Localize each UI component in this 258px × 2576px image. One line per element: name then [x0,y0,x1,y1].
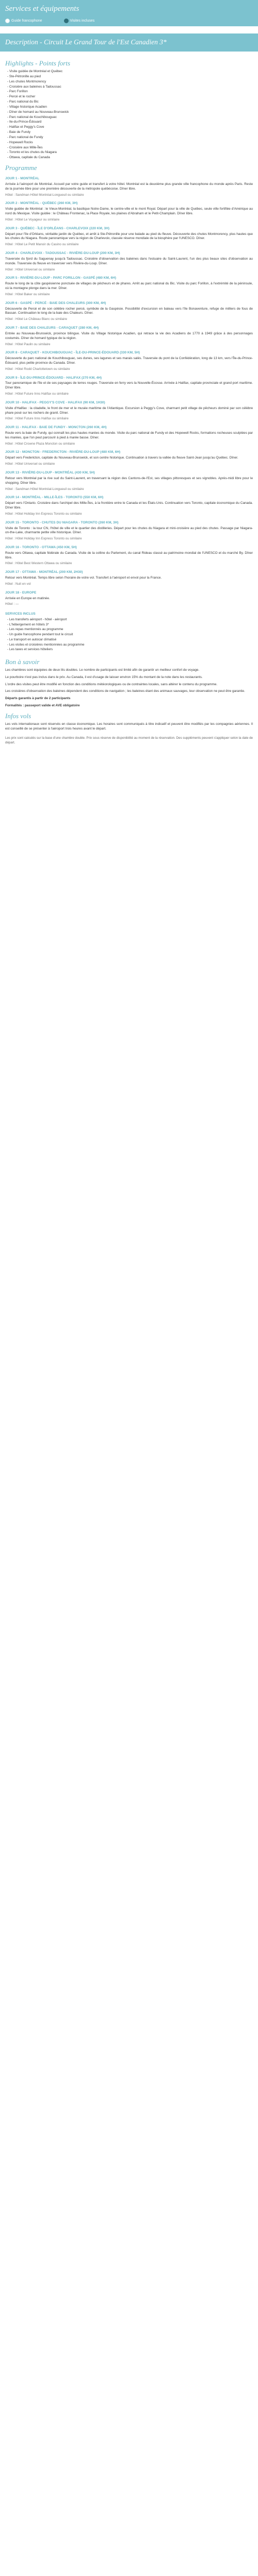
highlight-item: - Parc national de Kouchibouguac [7,115,253,120]
day-text: Départ vers Fredericton, capitale du Nouveau-Brunswick, et son centre historique. Continuation à travers la vallée du fleuve Saint-Jean jusqu'au Québec. Dîner. [5,456,238,460]
day-title: JOUR 2 - MONTRÉAL - QUÉBEC (260 KM, 3H) [5,201,78,206]
day-block [5,326,253,347]
day-title: JOUR 18 - EUROPE [5,590,37,595]
included-item: - Les taxes et services hôteliers [7,648,253,652]
highlight-item: - Baie de Fundy [7,130,253,135]
day-hotel: Hôtel : Hôtel Holiday Inn Express Toronto ou similaire [5,512,253,517]
day-title: JOUR 11 - HALIFAX - BAIE DE FUNDY - MONCTON (260 KM, 4H) [5,426,107,430]
description-title: Description - Circuit Le Grand Tour de l'Est Canadien 3* [5,38,167,46]
day-hotel: Hôtel : Sandman Hôtel Montréal-Longueuil ou similaire [5,193,253,198]
info-bold-line: Formalités : passeport valide et AVE obligatoire [5,704,80,707]
day-block [5,301,253,322]
description-banner [0,33,258,52]
day-hotel: Hôtel : Sandman Hôtel Montréal-Longueuil ou similaire [5,487,253,492]
page [0,0,258,763]
day-hotel: Hôtel : Hôtel Paulin ou similaire [5,343,253,347]
highlight-item: - Les chutes Montmorency [7,80,253,84]
highlight-item: - Croisière aux Mille-Îles [7,146,253,150]
included-item: - Les repas mentionnés au programme [7,628,253,632]
highlight-item: - Croisière aux baleines à Tadoussac [7,85,253,90]
highlight-item: - Parc national du Bic [7,100,253,105]
day-title: JOUR 16 - TORONTO - OTTAWA (450 KM, 5H) [5,545,77,549]
highlight-item: - Halifax et Peggy's Cove [7,125,253,130]
footer-spacer [5,753,253,763]
highlight-item: - Village historique Acadien [7,105,253,110]
highlight-item: - Percé et le rocher [7,95,253,99]
day-block [5,546,253,566]
highlights-title: Highlights - Points forts [5,59,71,67]
notes-title: Infos vols [5,711,31,720]
visits-icon [64,19,69,23]
day-text: Retour vers Montréal par la rive sud du Saint-Laurent, en traversant la région des Cantons-de-l'Est, ses villages pittoresques et ses vignobles. Après-midi libre pour le shopping. Dîner libre. [5,476,253,485]
day-title: JOUR 15 - TORONTO - CHUTES DU NIAGARA - TORONTO (260 KM, 3H) [5,520,119,524]
day-block [5,201,253,222]
day-hotel: Hôtel : Hôtel Future Inns Halifax ou similaire [5,417,253,421]
day-title: JOUR 3 - QUÉBEC - ÎLE D'ORLÉANS - CHARLEVOIX (220 KM, 3H) [5,226,109,230]
day-block [5,376,253,397]
day-hotel: Hôtel : — [5,602,253,607]
day-text: Retour vers Montréal. Temps libre selon l'horaire de votre vol. Transfert à l'aéroport et envol pour la France. [5,576,162,580]
day-hotel: Hôtel : Hôtel Universel ou similaire [5,268,253,273]
day-title: JOUR 1 - MONTRÉAL [5,177,40,180]
guide-icon [5,19,10,23]
day-text: Route vers Ottawa, capitale fédérale du Canada. Visite de la colline du Parlement, du canal Rideau classé au patrimoine mondial de l'UNESCO et du marché By. Dîner libre. [5,551,253,560]
info-bold-line: Départs garantis à partir de 2 participants [5,697,71,701]
day-block [5,521,253,541]
day-block [5,276,253,297]
day-hotel: Hôtel : Nuit en vol [5,582,253,587]
day-block [5,227,253,247]
day-text: Visite guidée de Montréal : le Vieux-Montréal, la basilique Notre-Dame, le centre-ville et le mont Royal. Départ pour la ville de Québec, seule ville fortifiée d'Amérique au nord du Mexique. Visite guidée : le Château Frontenac, la Place Royale, les plaines d'Abraham et le Petit-Champlain. Dîner libre. [5,207,253,216]
programme-title: Programme [5,164,37,172]
highlight-item: - Ile-du-Prince-Édouard [7,120,253,125]
included-item: - Un guide francophone pendant tout le circuit [7,633,253,637]
highlight-item: - Dîner de homard au Nouveau-Brunswick [7,110,253,115]
highlight-item: - Visite guidée de Montréal et Québec [7,70,253,74]
services-row [5,14,253,26]
day-text: Découverte du parc national de Kouchibouguac, ses dunes, ses lagunes et ses marais salés. Traversée du pont de la Confédération, long de 13 km, vers l'Île-du-Prince-Édouard, plus petite province du Canada. Dîner. [5,357,253,365]
day-text: Arrivée en Europe en matinée. [5,596,50,600]
day-text: Arrivée à l'aéroport de Montréal. Accueil par votre guide et transfert à votre hôtel. Montréal est la deuxième plus grande ville francophone du monde après Paris. Reste de la journée libre pour une première découverte de la métropole québécoise. Dîner libre. [5,182,253,191]
day-block [5,426,253,446]
infos-title: Bon à savoir [5,657,40,666]
included-item: - Le transport en autocar climatisé [7,638,253,642]
highlight-item: - Hopewell Rocks [7,141,253,145]
day-hotel: Hôtel : Hôtel Rodd Charlottetown ou similaire [5,367,253,372]
guide-label: Guide francophone [11,19,42,23]
day-hotel: Hôtel : Hôtel Baker ou similaire [5,293,253,297]
info-paragraph: Le pourboire n'est pas inclus dans le prix. Au Canada, il est d'usage de laisser environ 15% du montant de la note dans les restaurants. [5,675,203,679]
day-block [5,570,253,586]
day-title: JOUR 6 - GASPÉ - PERCÉ - BAIE DES CHALEURS (300 KM, 4H) [5,301,106,305]
day-text: Route vers la baie de Fundy, qui connaît les plus hautes marées du monde. Visite du parc national de Fundy et des Hopewell Rocks, formations rocheuses sculptées par les marées, que l'on peut parcourir à pied à marée basse. Dîner. [5,431,253,439]
day-title: JOUR 14 - MONTRÉAL - MILLE-ÎLES - TORONTO (550 KM, 6H) [5,496,104,500]
day-text: Traversée du fjord du Saguenay jusqu'à Tadoussac. Croisière d'observation des baleines dans l'estuaire du Saint-Laurent, l'un des plus beaux sites d'observation au monde. Traversée du fleuve en traversier vers Rivière-du-Loup. Dîner. [5,257,253,265]
day-hotel: Hôtel : Hôtel Future Inns Halifax ou similaire [5,392,253,397]
included-item: - L'hébergement en hôtels 3* [7,623,253,628]
info-paragraph: L'ordre des visites peut être modifié en fonction des conditions météorologiques ou de contraintes locales, sans altérer le contenu du programme. [5,682,218,686]
day-text: Visite d'Halifax : la citadelle, le front de mer et le musée maritime de l'Atlantique. Excursion à Peggy's Cove, charmant petit village de pêcheurs dominé par son célèbre phare posé sur les rochers de granit. Dîner. [5,406,253,415]
included-item: - Les visites et croisières mentionnées au programme [7,643,253,648]
services-title: Services et équipements [5,5,79,13]
day-hotel: Hôtel : Hôtel Crowne Plaza Moncton ou similaire [5,442,253,447]
day-block [5,251,253,272]
infos-section [5,657,253,708]
day-title: JOUR 13 - RIVIÈRE-DU-LOUP - MONTRÉAL (430 KM, 5H) [5,470,95,474]
day-block [5,471,253,492]
included-title: SERVICES INCLUS [5,612,36,616]
day-hotel: Hôtel : Hôtel Holiday Inn Express Toronto ou similaire [5,537,253,541]
included-list [5,618,253,652]
spacer-band [0,26,258,33]
highlight-item: - Ottawa, capitale du Canada [7,156,253,160]
day-block [5,450,253,466]
highlight-item: - Parc national de Fundy [7,135,253,140]
notes-text: Les vols internationaux sont réservés en classe économique. Les horaires sont communiqués à titre indicatif et peuvent être modifiés par les compagnies aériennes. Il est conseillé de se présenter à l'aéroport trois heures avant le départ. [5,722,253,731]
included-item: - Les transferts aéroport - hôtel - aéroport [7,618,253,622]
day-block [5,177,253,197]
highlights-list [5,70,253,160]
day-hotel: Hôtel : Hôtel Le Voyageur ou similaire [5,218,253,223]
day-text: Tour panoramique de l'île et de ses paysages de terres rouges. Traversée en ferry vers la Nouvelle-Écosse. Arrivée à Halifax, capitale provinciale et grand port maritime. Dîner libre. [5,381,253,390]
visits-label: Visites incluses [70,19,95,23]
day-text: Départ pour l'île d'Orléans, véritable jardin de Québec, et arrêt à Ste-Pétronille pour une balade au pied du fleuve. Découverte des chutes Montmorency, plus hautes que les chutes du Niagara. Route panoramique vers la région de Charlevoix, classée réserve mondiale de la biosphère par l'UNESCO. Dîner. [5,232,253,241]
day-text: Route le long de la côte gaspésienne ponctuée de villages de pêcheurs et de phares. Arrêt au parc national du Bic. Visite du parc Forillon, à l'extrémité de la péninsule, où la montagne plonge dans la mer. Dîner. [5,282,253,291]
day-text: Départ vers l'Ontario. Croisière dans l'archipel des Mille-Îles, à la frontière entre le Canada et les États-Unis. Continuation vers Toronto, capitale économique du Canada. Dîner libre. [5,501,253,510]
day-title: JOUR 17 - OTTAWA - MONTRÉAL (200 KM, 2H30) [5,570,83,574]
day-title: JOUR 7 - BAIE DES CHALEURS - CARAQUET (280 KM, 4H) [5,326,99,330]
info-paragraph: Les chambres sont équipées de deux lits doubles. Le nombre de participants est limité afin de garantir un meilleur confort de voyage. [5,668,200,672]
day-text: Entrée au Nouveau-Brunswick, province bilingue. Visite du Village historique Acadien, qui retrace la vie des Acadiens de 1770 à 1949 grâce à des personnages costumés. Dîner de homard typique de la région. [5,331,253,340]
day-block [5,496,253,516]
day-title: JOUR 8 - CARAQUET - KOUCHIBOUGUAC - ÎLE-DU-PRINCE-ÉDOUARD (330 KM, 5H) [5,351,140,355]
services-header [0,0,258,26]
day-hotel: Hôtel : Hôtel Le Château Blanc ou similaire [5,317,253,322]
day-block [5,351,253,371]
day-title: JOUR 5 - RIVIÈRE-DU-LOUP - PARC FORILLON - GASPÉ (480 KM, 6H) [5,276,117,280]
day-title: JOUR 12 - MONCTON - FREDERICTON - RIVIÈRE-DU-LOUP (480 KM, 6H) [5,450,121,454]
day-block [5,401,253,421]
day-title: JOUR 9 - ÎLE-DU-PRINCE-ÉDOUARD - HALIFAX (270 KM, 4H) [5,376,102,380]
day-hotel: Hôtel : Hôtel Le Petit Manoir du Casino ou similaire [5,243,253,247]
highlight-item: - Parc Forillon [7,90,253,94]
day-text: Découverte de Percé et de son célèbre rocher percé, symbole de la Gaspésie. Possibilité d'excursion en bateau vers l'île Bonaventure, refuge de milliers de fous de Bassan. Continuation le long de la baie des Chaleurs. Dîner. [5,307,253,315]
day-hotel: Hôtel : Hôtel Best Western Ottawa ou similaire [5,562,253,566]
content-body [0,52,258,762]
day-title: JOUR 10 - HALIFAX - PEGGY'S COVE - HALIFAX (90 KM, 1H30) [5,400,105,404]
day-block [5,591,253,607]
day-title: JOUR 4 - CHARLEVOIX - TADOUSSAC - RIVIÈRE-DU-LOUP (200 KM, 3H) [5,251,120,255]
highlight-item: - Toronto et les chutes du Niagara [7,150,253,155]
notes-footnote: Les prix sont calculés sur la base d'une chambre double. Prix sous réserve de disponibilité au moment de la réservation. Des suppléments peuvent s'appliquer selon la date de départ. [5,736,253,744]
day-text: Visite de Toronto : la tour CN, l'hôtel de ville et le quartier des distilleries. Départ pour les chutes du Niagara et mini-croisière au pied des chutes. Passage par Niagara-on-the-Lake, charmante petite ville historique. Dîner. [5,526,253,535]
info-paragraph: Les croisières d'observation des baleines dépendent des conditions de navigation ; les baleines étant des animaux sauvages, leur observation ne peut être garantie. [5,689,245,693]
day-hotel: Hôtel : Hôtel Universel ou similaire [5,462,253,467]
highlight-item: - Ste-Pétronille au pied [7,75,253,79]
